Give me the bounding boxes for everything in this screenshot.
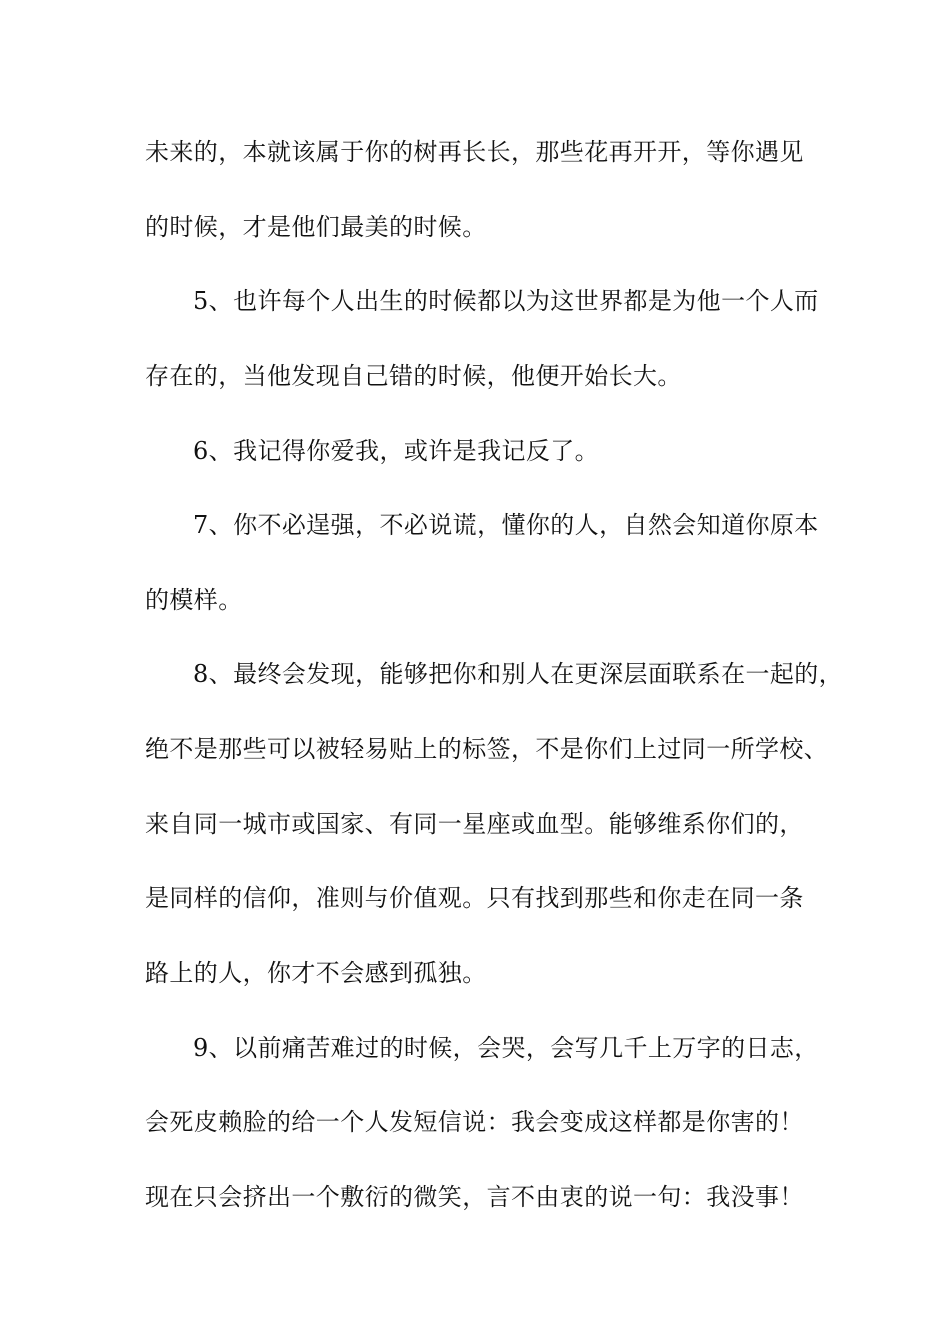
text-line: 存在的，当他发现自己错的时候，他便开始长大。 [145, 361, 682, 390]
text-line: 5、也许每个人出生的时候都以为这世界都是为他一个人而 [193, 287, 819, 316]
text-line: 是同样的信仰，准则与价值观。只有找到那些和你走在同一条 [145, 884, 804, 913]
paragraph [145, 488, 845, 637]
text-line: 9、以前痛苦难过的时候，会哭，会写几千上万字的日志， [193, 1033, 819, 1062]
paragraph [145, 637, 845, 1010]
text-line: 8、最终会发现，能够把你和别人在更深层面联系在一起的， [193, 660, 844, 689]
text-line: 绝不是那些可以被轻易贴上的标签，不是你们上过同一所学校、 [145, 735, 829, 764]
paragraph [145, 414, 845, 489]
text-line: 路上的人，你才不会感到孤独。 [145, 959, 487, 988]
paragraph [145, 264, 845, 413]
text-line: 未来的，本就该属于你的树再长长，那些花再开开，等你遇见 [145, 138, 804, 166]
text-line: 的时候，才是他们最美的时候。 [145, 212, 487, 241]
text-line: 会死皮赖脸的给一个人发短信说：我会变成这样都是你害的！ [145, 1108, 804, 1137]
text-line: 7、你不必逞强，不必说谎，懂你的人，自然会知道你原本 [193, 511, 819, 540]
text-line: 6、我记得你爱我，或许是我记反了。 [193, 436, 600, 465]
document-body [145, 115, 845, 1235]
paragraph [145, 115, 845, 264]
paragraph [145, 1011, 845, 1235]
text-line: 的模样。 [145, 585, 243, 614]
text-line: 来自同一城市或国家、有同一星座或血型。能够维系你们的， [145, 809, 804, 838]
text-line: 现在只会挤出一个敷衍的微笑，言不由衷的说一句：我没事！ [145, 1182, 804, 1211]
